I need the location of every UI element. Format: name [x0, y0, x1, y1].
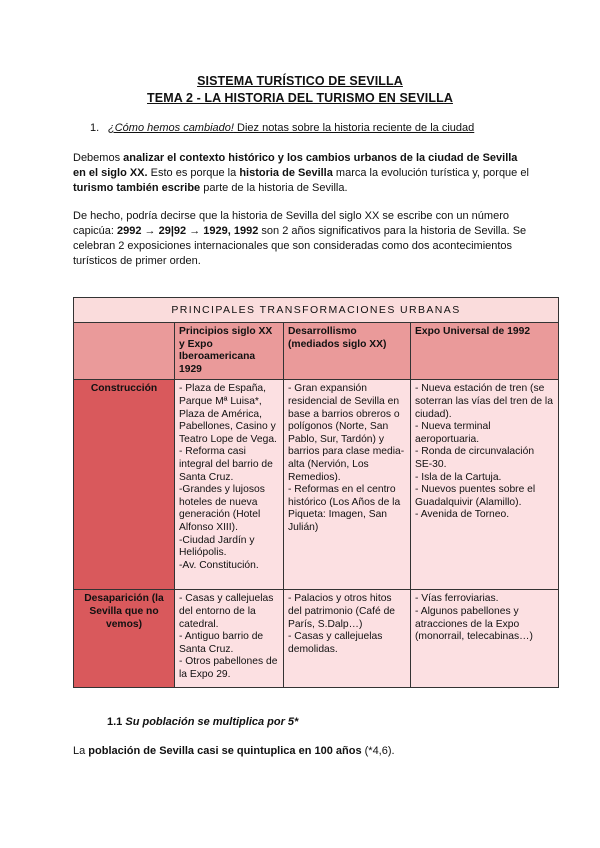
- table-cell: [284, 590, 411, 688]
- text-run: (*4,6).: [361, 745, 395, 757]
- cell-line: - Otros pabellones de la Expo 29.: [179, 656, 278, 680]
- bold-run: población de Sevilla casi se quintuplica en 100 años: [88, 745, 362, 757]
- cell-line: - Plaza de España, Parque Mª Luisa*, Plaza de América, Pabellones, Casino y Teatro Lope de Vega.: [179, 383, 277, 445]
- row-header: Construcción: [74, 380, 175, 590]
- cell-line: - Algunos pabellones y atracciones de la Expo (monorrail, telecabinas…): [415, 605, 533, 643]
- section-number: 1.: [90, 122, 100, 134]
- subsection-number: 1.1: [107, 716, 123, 728]
- text-run: parte de la historia de Sevilla.: [200, 182, 348, 194]
- text-run: De hecho, podría decirse que la historia de Sevilla del siglo XX se escribe con un número capicúa:: [73, 210, 509, 237]
- cell-line: - Isla de la Cartuja.: [415, 471, 502, 483]
- cell-line: - Avenida de Torneo.: [415, 509, 510, 521]
- paragraph-1: [73, 151, 533, 196]
- cell-line: - Gran expansión residencial de Sevilla en base a barrios obreros o polígonos (Norte, San Pablo, Sur, Tardón) y barrios para clase media-alta (Nervión, Los Remedios).: [288, 383, 405, 483]
- cell-line: - Antiguo barrio de Santa Cruz.: [179, 631, 264, 655]
- column-header: Principios siglo XX y Expo Iberoamericana 1929: [175, 323, 284, 380]
- cell-line: - Nueva estación de tren (se soterran las vías del tren de la ciudad).: [415, 383, 553, 420]
- bold-run: analizar el contexto histórico y los cambios urbanos de la ciudad de Sevilla en el siglo XX.: [73, 152, 518, 179]
- column-header: Expo Universal de 1992: [411, 323, 559, 380]
- cell-line: - Palacios y otros hitos del patrimonio (Café de París, S.Dalp…): [288, 593, 396, 630]
- cell-line: -Grandes y lujosos hoteles de nueva generación (Hotel Alfonso XIII).: [179, 484, 265, 533]
- cell-line: - Nuevos puentes sobre el Guadalquivir (Alamillo).: [415, 484, 536, 508]
- cell-line: -Ciudad Jardín y Heliópolis.: [179, 534, 255, 559]
- column-header: Desarrollismo (mediados siglo XX): [284, 323, 411, 380]
- bold-run: turismo también escribe: [73, 182, 201, 194]
- document-subtitle: TEMA 2 - LA HISTORIA DEL TURISMO EN SEVILLA: [147, 91, 453, 105]
- bold-run: historia de Sevilla: [239, 167, 333, 179]
- table-corner-cell: [74, 323, 175, 380]
- subsection-heading: [107, 716, 298, 728]
- bold-run: 2992 → 29|92 → 1929, 1992: [117, 225, 259, 237]
- subsection-text: Su población se multiplica por 5*: [125, 716, 299, 728]
- table-cell: [411, 590, 559, 688]
- row-header: Desaparición (la Sevilla que no vemos): [74, 590, 175, 688]
- section-rest: Diez notas sobre la historia reciente de la ciudad: [233, 122, 475, 134]
- cell-line: - Reforma casi integral del barrio de Santa Cruz.: [179, 446, 273, 483]
- transformations-table: [73, 297, 559, 688]
- table-cell: [284, 380, 411, 590]
- cell-line: - Reformas en el centro histórico (Los Años de la Piqueta: Imagen, San Julián): [288, 484, 401, 533]
- text-run: marca la evolución turística y, porque el: [332, 167, 529, 179]
- paragraph-2: [73, 209, 533, 269]
- cell-line: - Casas y callejuelas del entorno de la catedral.: [179, 593, 274, 630]
- document-title: SISTEMA TURÍSTICO DE SEVILLA: [197, 74, 403, 88]
- table-cell: [175, 380, 284, 590]
- paragraph-3: [73, 745, 395, 757]
- text-run: Esto es porque la: [147, 167, 240, 179]
- cell-line: -Av. Constitución.: [179, 559, 259, 571]
- table-header: PRINCIPALES TRANSFORMACIONES URBANAS: [74, 298, 559, 323]
- cell-line: - Casas y callejuelas demolidas.: [288, 631, 383, 655]
- table-cell: [411, 380, 559, 590]
- text-run: son 2 años significativos para la historia de Sevilla. Se celebran 2 exposiciones internacionales que son consideradas como dos acontecimientos turísticos de primer orden.: [73, 225, 527, 267]
- cell-line: - Ronda de circunvalación SE-30.: [415, 446, 535, 470]
- text-run: Debemos: [73, 152, 124, 164]
- cell-line: - Vías ferroviarias.: [415, 593, 499, 605]
- section-italic: ¿Cómo hemos cambiado!: [108, 122, 234, 134]
- section-heading: [90, 122, 474, 134]
- text-run: La: [73, 745, 89, 757]
- cell-line: - Nueva terminal aeroportuaria.: [415, 421, 491, 445]
- table-cell: [175, 590, 284, 688]
